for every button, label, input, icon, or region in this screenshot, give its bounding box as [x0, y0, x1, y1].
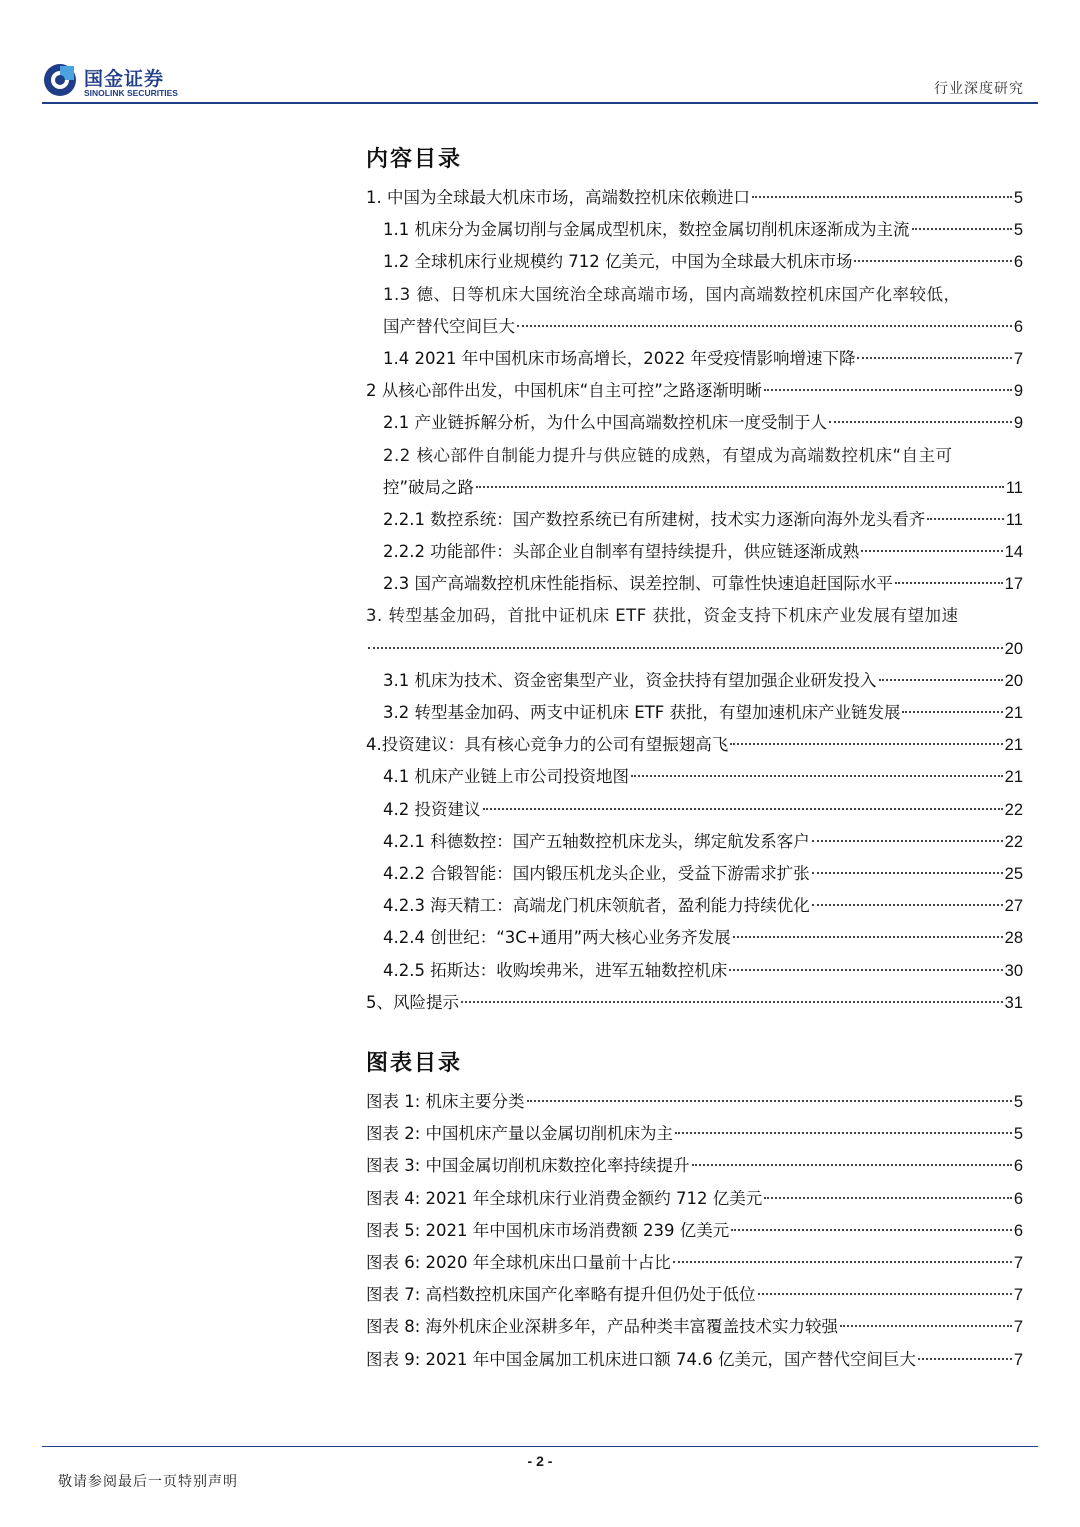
figure-entry[interactable] [366, 1344, 1023, 1376]
toc-entry[interactable] [366, 214, 1023, 246]
dot-leader [631, 775, 1003, 777]
page-ref: 21 [1004, 736, 1023, 755]
figure-entry[interactable] [366, 1279, 1023, 1311]
toc-entry[interactable] [366, 794, 1023, 826]
entry-text: 3.2 转型基金加码、两支中证机床 ETF 获批，有望加速机床产业链发展 [383, 703, 901, 722]
dot-leader [673, 1261, 1012, 1263]
dot-leader [730, 743, 1002, 745]
figures-list [366, 1086, 1023, 1376]
dot-leader [840, 1325, 1012, 1327]
page-ref: 21 [1004, 704, 1023, 722]
toc-entry[interactable] [366, 955, 1023, 987]
page-ref: 22 [1004, 832, 1023, 851]
dot-leader [675, 1132, 1012, 1134]
page-ref: 6 [1013, 253, 1023, 272]
dot-leader [857, 357, 1011, 359]
figure-entry[interactable] [366, 1247, 1023, 1279]
report-type-label: 行业深度研究 [934, 81, 1024, 97]
figure-entry[interactable] [366, 1215, 1023, 1247]
dot-leader [829, 421, 1012, 423]
page-ref: 21 [1004, 768, 1023, 787]
page-ref: 7 [1013, 349, 1023, 368]
entry-text: 3.1 机床为技术、资金密集型产业，资金扶持有望加强企业研发投入 [383, 670, 877, 690]
toc-entry[interactable] [366, 890, 1023, 922]
page-ref: 20 [1004, 639, 1023, 658]
page-ref: 30 [1004, 961, 1023, 980]
entry-text: 4.2.4 创世纪：“3C+通用”两大核心业务齐发展 [383, 928, 731, 948]
toc-entry-continuation[interactable] [366, 311, 1023, 343]
page-ref: 7 [1013, 1286, 1023, 1305]
page-ref: 5 [1013, 189, 1023, 207]
entry-text: 4.2.5 拓斯达：收购埃弗米，进军五轴数控机床 [383, 960, 728, 980]
entry-text: 控”破局之路 [383, 477, 475, 497]
page-header [42, 58, 1038, 104]
entry-text: 1.1 机床分为金属切削与金属成型机床，数控金属切削机床逐渐成为主流 [383, 220, 910, 240]
toc-entry[interactable] [366, 246, 1023, 278]
toc-entry[interactable] [366, 504, 1023, 536]
toc-entry[interactable] [366, 729, 1023, 761]
dot-leader [476, 486, 1004, 488]
dot-leader [927, 518, 1004, 520]
dot-leader [517, 325, 1012, 327]
figure-entry[interactable] [366, 1183, 1023, 1215]
entry-text: 2.2.1 数控系统：国产数控系统已有所建树，技术实力逐渐向海外龙头看齐 [383, 509, 926, 529]
logo-chinese-name: 国金证券 [84, 68, 165, 90]
toc-entry[interactable] [366, 826, 1023, 858]
page-ref: 7 [1013, 1350, 1023, 1369]
figures-title: 图表目录 [366, 1051, 463, 1076]
page-ref: 22 [1004, 800, 1023, 819]
dot-leader [812, 872, 1003, 874]
entry-text: 5、风险提示 [366, 992, 459, 1012]
toc-entry[interactable] [366, 407, 1023, 439]
dot-leader [733, 936, 1003, 938]
page-number: - 2 - [527, 1453, 553, 1469]
entry-text: 2 从核心部件出发，中国机床“自主可控”之路逐渐明晰 [366, 381, 762, 401]
toc-entry[interactable] [366, 858, 1023, 890]
entry-text: 图表 1: 机床主要分类 [366, 1092, 525, 1111]
entry-text: 图表 2: 中国机床产量以金属切削机床为主 [366, 1124, 674, 1144]
page-ref: 6 [1013, 1189, 1023, 1208]
page-ref: 25 [1004, 864, 1023, 883]
entry-text: 4.投资建议：具有核心竞争力的公司有望振翅高飞 [366, 735, 729, 755]
toc-entry[interactable] [366, 987, 1023, 1019]
page-ref: 7 [1013, 1253, 1023, 1272]
page-ref: 11 [1005, 510, 1023, 529]
page-ref: 20 [1004, 671, 1023, 690]
toc-entry[interactable] [366, 922, 1023, 954]
entry-text: 2.1 产业链拆解分析，为什么中国高端数控机床一度受制于人 [383, 413, 827, 433]
dot-leader [918, 1358, 1012, 1360]
entry-text: 图表 4: 2021 年全球机床行业消费金额约 712 亿美元 [366, 1188, 763, 1208]
toc-entry[interactable] [366, 279, 1023, 343]
dot-leader [368, 647, 1003, 649]
contents-list [366, 182, 1023, 1019]
toc-entry[interactable] [366, 761, 1023, 793]
figure-entry[interactable] [366, 1311, 1023, 1343]
page-ref: 5 [1013, 1093, 1023, 1111]
entry-text: 4.1 机床产业链上市公司投资地图 [383, 767, 629, 787]
entry-text: 1.2 全球机床行业规模约 712 亿美元，中国为全球最大机床市场 [383, 252, 853, 272]
dot-leader [764, 1197, 1012, 1199]
dot-leader [752, 196, 1012, 198]
dot-leader [912, 228, 1012, 230]
entry-text: 4.2.3 海天精工：高端龙门机床领航者，盈利能力持续优化 [383, 896, 810, 916]
company-logo [42, 62, 202, 102]
dot-leader [812, 840, 1003, 842]
dot-leader [879, 679, 1003, 681]
page-ref: 9 [1013, 414, 1023, 433]
entry-text: 图表 7: 高档数控机床国产化率略有提升但仍处于低位 [366, 1285, 756, 1305]
entry-text: 图表 3: 中国金属切削机床数控化率持续提升 [366, 1156, 690, 1176]
page-ref: 31 [1004, 993, 1023, 1012]
entry-text: 国产替代空间巨大 [383, 316, 515, 336]
dot-leader [729, 969, 1002, 971]
entry-text: 4.2.1 科德数控：国产五轴数控机床龙头，绑定航发系客户 [383, 831, 810, 851]
page-ref: 5 [1013, 221, 1023, 240]
dot-leader [483, 808, 1003, 810]
page-ref: 5 [1013, 1125, 1023, 1144]
figure-entry[interactable] [366, 1118, 1023, 1150]
entry-text: 3. 转型基金加码，首批中证机床 ETF 获批，资金支持下机床产业发展有望加速 [366, 606, 959, 626]
dot-leader [812, 904, 1003, 906]
entry-text: 4.2.2 合锻智能：国内锻压机龙头企业，受益下游需求扩张 [383, 863, 810, 883]
entry-text: 图表 8: 海外机床企业深耕多年，产品种类丰富覆盖技术实力较强 [366, 1317, 839, 1337]
toc-entry[interactable] [366, 568, 1023, 600]
figure-entry[interactable] [366, 1086, 1023, 1118]
toc-entry[interactable] [366, 536, 1023, 568]
entry-text: 图表 6: 2020 年全球机床出口量前十占比 [366, 1252, 671, 1272]
entry-text: 1. 中国为全球最大机床市场，高端数控机床依赖进口 [366, 188, 750, 207]
page-ref: 14 [1004, 543, 1023, 562]
entry-text: 图表 9: 2021 年中国金属加工机床进口额 74.6 亿美元，国产替代空间巨大 [366, 1349, 917, 1369]
page-ref: 7 [1013, 1318, 1023, 1337]
figure-entry[interactable] [366, 1150, 1023, 1182]
entry-text: 2.3 国产高端数控机床性能指标、误差控制、可靠性快速追赶国际水平 [383, 574, 893, 594]
logo-emblem-icon [42, 62, 78, 98]
entry-text: 2.2.2 功能部件：头部企业自制率有望持续提升，供应链逐渐成熟 [383, 542, 860, 562]
logo-english-name: SINOLINK SECURITIES [84, 88, 178, 98]
dot-leader [527, 1100, 1012, 1102]
dot-leader [758, 1293, 1012, 1295]
dot-leader [895, 582, 1003, 584]
dot-leader [902, 711, 1002, 713]
disclaimer-note: 敬请参阅最后一页特别声明 [58, 1474, 238, 1490]
page-ref: 6 [1013, 317, 1023, 336]
dot-leader [731, 1229, 1012, 1231]
dot-leader [854, 260, 1011, 262]
page-ref: 17 [1004, 575, 1023, 594]
entry-text: 1.4 2021 年中国机床市场高增长，2022 年受疫情影响增速下降 [383, 348, 856, 368]
toc-entry[interactable] [366, 600, 1023, 664]
page-ref: 27 [1004, 897, 1023, 916]
dot-leader [461, 1001, 1003, 1003]
dot-leader [692, 1164, 1012, 1166]
dot-leader [861, 550, 1002, 552]
toc-entry[interactable] [366, 665, 1023, 697]
footer-divider [42, 1446, 1038, 1447]
toc-entry[interactable] [366, 375, 1023, 407]
entry-text: 1.3 德、日等机床大国统治全球高端市场，国内高端数控机床国产化率较低， [383, 284, 961, 304]
toc-entry[interactable] [366, 182, 1023, 214]
entry-text: 4.2 投资建议 [383, 799, 481, 819]
page-ref: 11 [1005, 478, 1023, 497]
entry-text: 2.2 核心部件自制能力提升与供应链的成熟，有望成为高端数控机床“自主可 [383, 445, 953, 465]
toc-entry[interactable] [366, 343, 1023, 375]
toc-entry[interactable] [366, 440, 1023, 504]
page-ref: 6 [1013, 1221, 1023, 1240]
toc-entry-continuation[interactable] [366, 633, 1023, 665]
page-ref: 28 [1004, 929, 1023, 948]
contents-title: 内容目录 [366, 147, 463, 172]
toc-entry-continuation[interactable] [366, 472, 1023, 504]
page-ref: 9 [1013, 382, 1023, 401]
toc-entry[interactable] [366, 697, 1023, 729]
entry-text: 图表 5: 2021 年中国机床市场消费额 239 亿美元 [366, 1220, 730, 1240]
page-ref: 6 [1013, 1157, 1023, 1176]
dot-leader [764, 389, 1012, 391]
